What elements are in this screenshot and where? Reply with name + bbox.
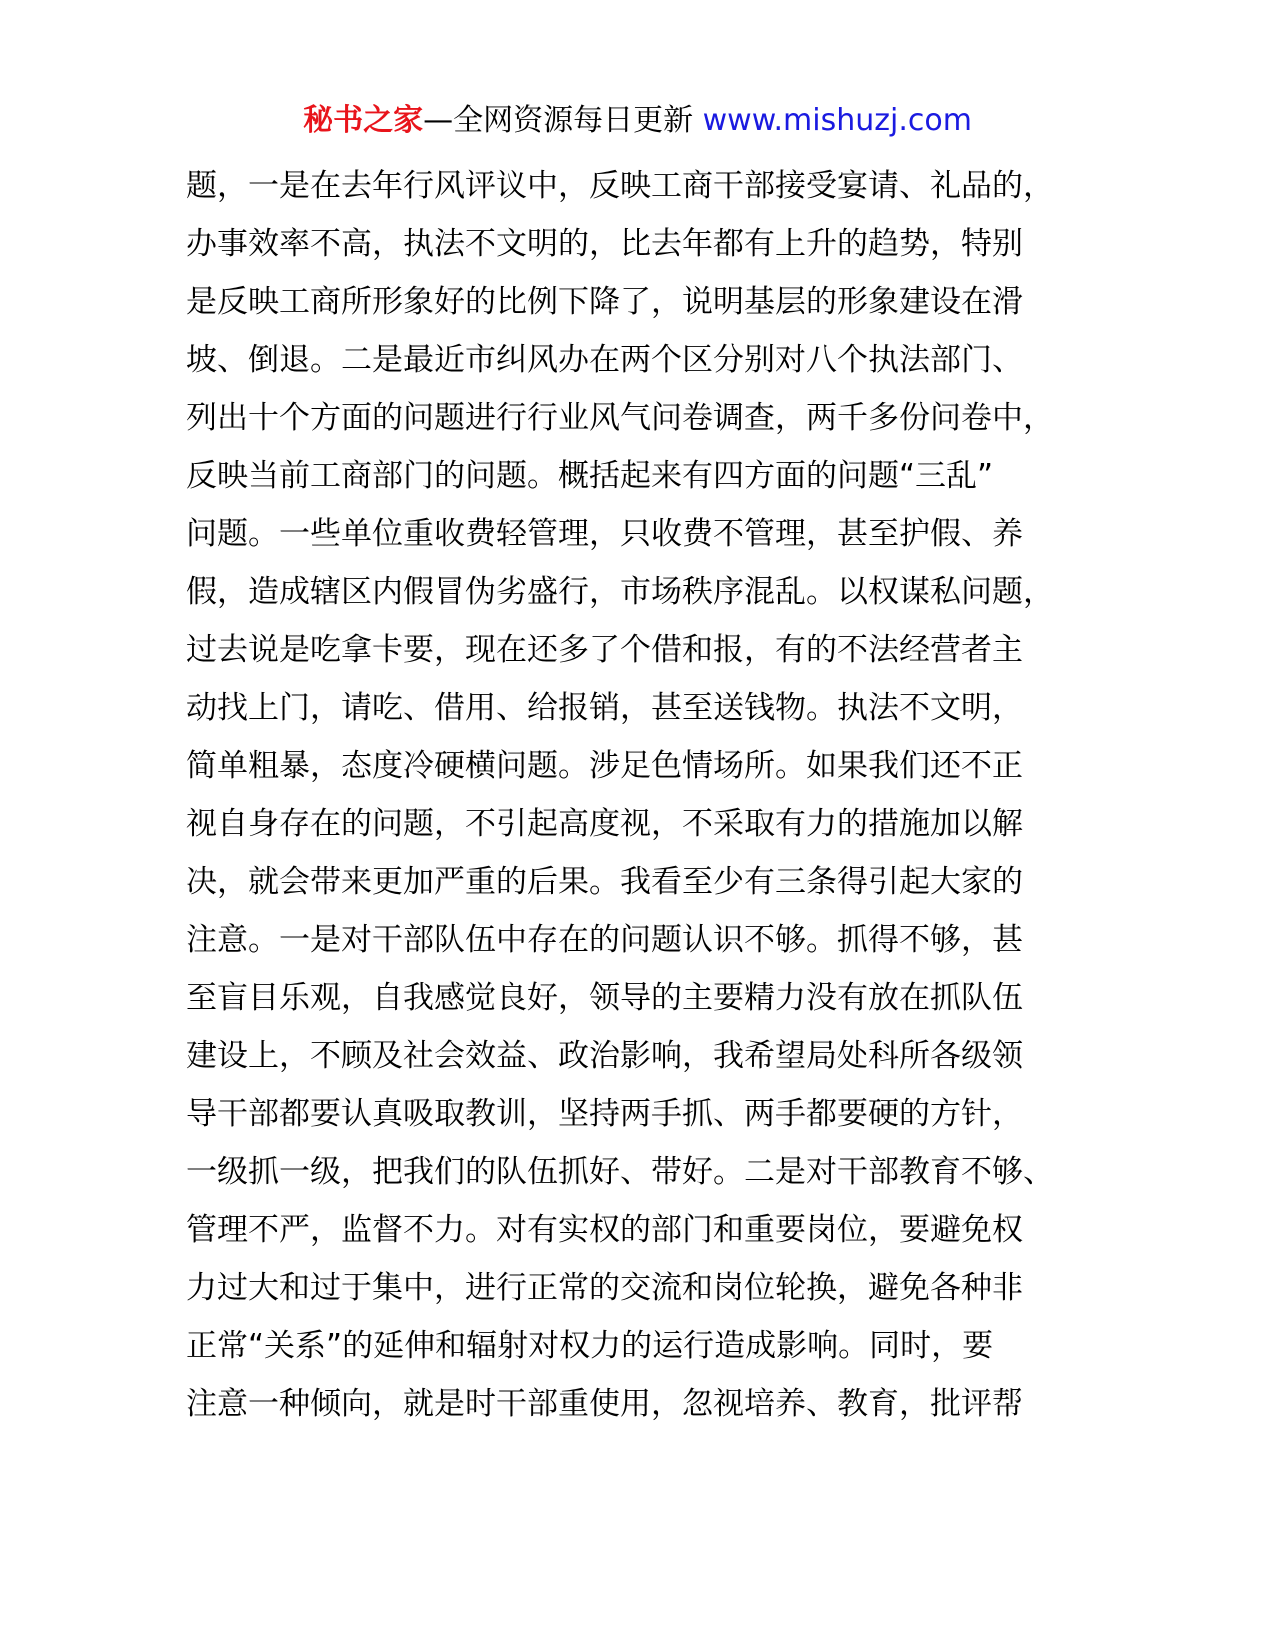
text-line: 简单粗暴，态度冷硬横问题。涉足色情场所。如果我们还不正 <box>186 748 1023 784</box>
page-header <box>0 100 1275 142</box>
text-line: 过去说是吃拿卡要，现在还多了个借和报，有的不法经营者主 <box>186 632 1023 668</box>
text-line: 反映当前工商部门的问题。概括起来有四方面的问题“三乱” <box>186 458 994 494</box>
text-line: 问题。一些单位重收费轻管理，只收费不管理，甚至护假、养 <box>186 516 1023 552</box>
text-line: 注意一种倾向，就是时干部重使用，忽视培养、教育，批评帮 <box>186 1386 1023 1422</box>
header-url[interactable]: www.mishuzj.com <box>702 103 972 138</box>
text-line: 一级抓一级，把我们的队伍抓好、带好。二是对干部教育不够、 <box>186 1154 1054 1190</box>
text-line: 注意。一是对干部队伍中存在的问题认识不够。抓得不够，甚 <box>186 922 1023 958</box>
text-line: 建设上，不顾及社会效益、政治影响，我希望局处科所各级领 <box>186 1038 1023 1074</box>
text-line: 是反映工商所形象好的比例下降了，说明基层的形象建设在滑 <box>186 284 1023 320</box>
text-line: 列出十个方面的问题进行行业风气问卷调查，两千多份问卷中， <box>186 400 1054 436</box>
text-line: 办事效率不高，执法不文明的，比去年都有上升的趋势，特别 <box>186 226 1023 262</box>
header-tagline: —全网资源每日更新 <box>423 103 703 138</box>
text-line: 正常“关系”的延伸和辐射对权力的运行造成影响。同时，要 <box>186 1328 994 1364</box>
body-text <box>186 157 1106 1433</box>
text-line: 管理不严，监督不力。对有实权的部门和重要岗位，要避免权 <box>186 1212 1023 1248</box>
brand-name: 秘书之家 <box>303 103 424 138</box>
text-line: 假，造成辖区内假冒伪劣盛行，市场秩序混乱。以权谋私问题， <box>186 574 1054 610</box>
text-line: 决，就会带来更加严重的后果。我看至少有三条得引起大家的 <box>186 864 1023 900</box>
text-line: 动找上门，请吃、借用、给报销，甚至送钱物。执法不文明， <box>186 690 1023 726</box>
text-line: 至盲目乐观，自我感觉良好，领导的主要精力没有放在抓队伍 <box>186 980 1023 1016</box>
text-line: 坡、倒退。二是最近市纠风办在两个区分别对八个执法部门、 <box>186 342 1023 378</box>
text-line: 导干部都要认真吸取教训，坚持两手抓、两手都要硬的方针， <box>186 1096 1023 1132</box>
text-line: 力过大和过于集中，进行正常的交流和岗位轮换，避免各种非 <box>186 1270 1023 1306</box>
text-line: 题，一是在去年行风评议中，反映工商干部接受宴请、礼品的， <box>186 168 1054 204</box>
text-line: 视自身存在的问题，不引起高度视，不采取有力的措施加以解 <box>186 806 1023 842</box>
